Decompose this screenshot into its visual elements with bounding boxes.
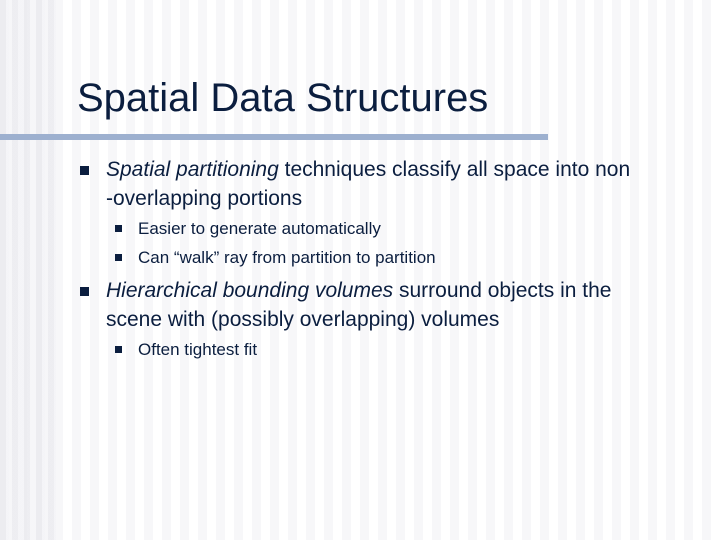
bullet-emphasis: Hierarchical bounding volumes: [106, 279, 394, 302]
bullet-text-line1: surround objects in the: [393, 279, 612, 302]
sub-bullet-item: Easier to generate automatically: [138, 219, 381, 238]
square-bullet-icon: [80, 287, 89, 296]
sub-bullet-item: Often tightest fit: [138, 340, 258, 359]
square-bullet-icon: [115, 346, 122, 353]
bullet-emphasis: Spatial partitioning: [106, 158, 279, 181]
bullet-text-line1: techniques classify all space into non: [278, 158, 631, 181]
bullet-item-hierarchical-bounding-volumes: [106, 276, 710, 334]
bullet-item-spatial-partitioning: [106, 155, 710, 213]
slide-title: Spatial Data Structures: [77, 76, 489, 120]
square-bullet-icon: [115, 254, 122, 261]
bullet-text-line2: -overlapping portions: [106, 187, 303, 210]
sub-bullet-item: Can “walk” ray from partition to partition: [138, 248, 436, 267]
square-bullet-icon: [80, 166, 89, 175]
square-bullet-icon: [115, 225, 122, 232]
bullet-text-line2: scene with (possibly overlapping) volumes: [106, 308, 500, 331]
